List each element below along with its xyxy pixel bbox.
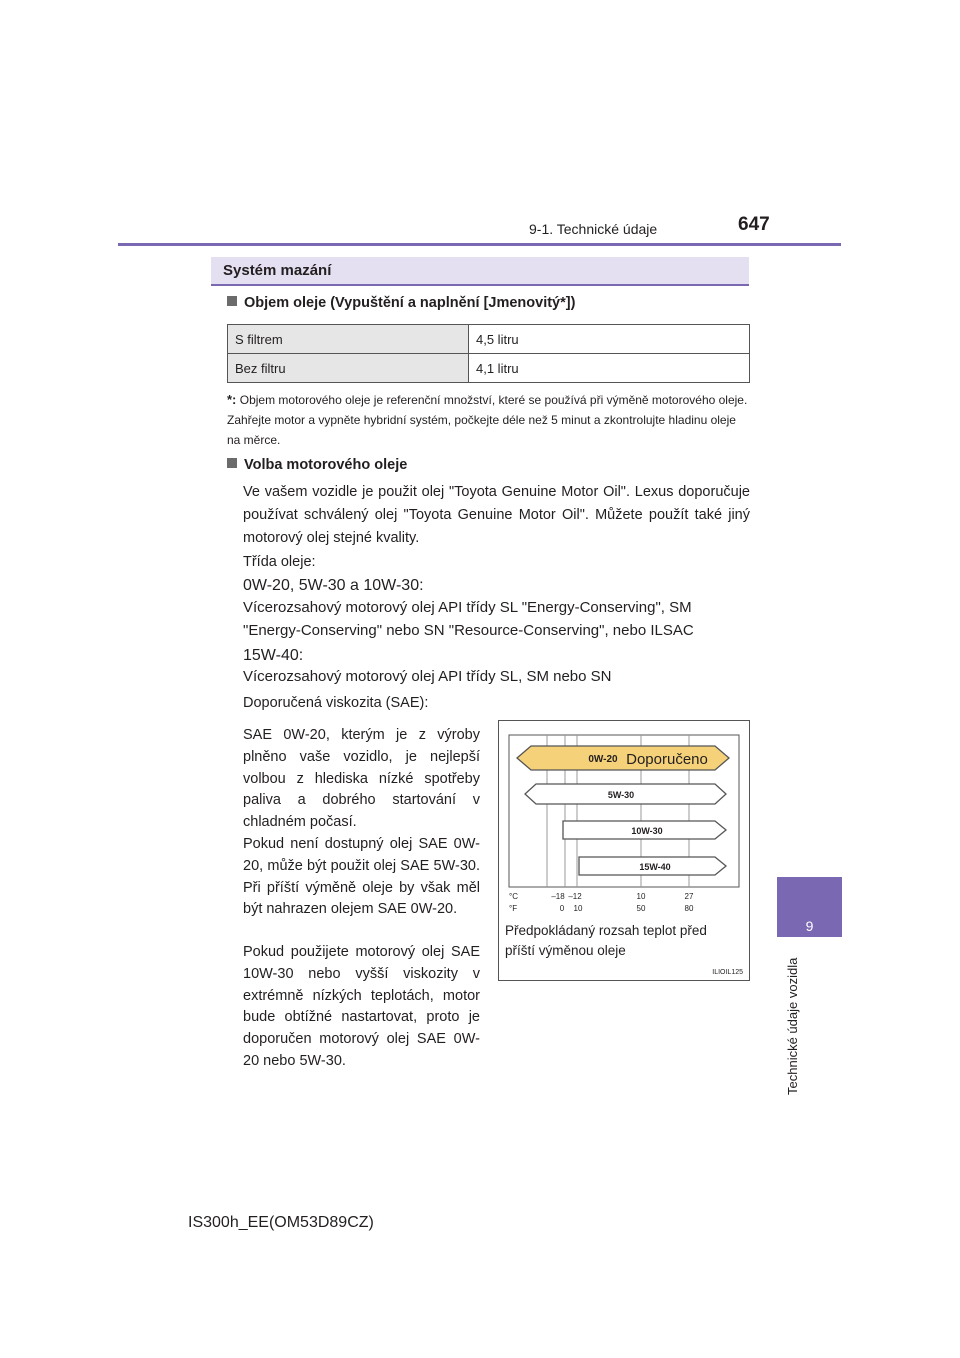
viscosity-text-2: Pokud není dostupný olej SAE 0W-20, může být použit olej SAE 5W-30. Při příští výměně oleje by však měl být nahrazen olejem SAE 0W-20. [243, 836, 480, 918]
oil-grades-1-desc: Vícerozsahový motorový olej API třídy SL "Energy-Conserving", SM "Energy-Conserving" nebo SN "Resource-Conserving", nebo ILSAC [243, 599, 694, 639]
page-number: 647 [738, 214, 770, 235]
unit-celsius: °C [509, 892, 518, 901]
viscosity-text-1: SAE 0W-20, kterým je z výroby plněno vaše vozidlo, je nejlepší volbou z hlediska nízké spotřeby paliva a dobrého startování v chladném počasí. [243, 727, 480, 831]
oil-grades-2-desc: Vícerozsahový motorový olej API třídy SL, SM nebo SN [243, 668, 612, 685]
oil-capacity-heading [227, 295, 575, 311]
tick-c: 10 [636, 892, 646, 901]
header-rule [118, 243, 841, 246]
unit-fahrenheit: °F [509, 904, 518, 913]
table-row [228, 354, 750, 383]
footnote [227, 390, 752, 450]
figure-caption-wrap [505, 921, 735, 965]
table-cell-label: S filtrem [228, 325, 469, 354]
viscosity-label: Doporučená viskozita (SAE): [243, 695, 429, 711]
table-cell-label: Bez filtru [228, 354, 469, 383]
viscosity-text-3: Pokud použijete motorový olej SAE 10W-30 nebo vyšší viskozity v extrémně nízkých teplotách, motor bude obtížné nastartovat, proto je doporučen motorový olej SAE 0W-20 nebo 5W-30. [243, 944, 480, 1069]
oil-capacity-heading-text: Objem oleje (Vypuštění a naplnění [Jmenovitý*]) [244, 295, 576, 311]
oil-selection-heading-text: Volba motorového oleje [244, 457, 408, 473]
grade-bar-5w30 [525, 784, 726, 804]
grade-bar-0w20 [517, 746, 729, 770]
chapter-number: 9 [805, 918, 814, 934]
table-cell-value: 4,5 litru [469, 325, 750, 354]
temperature-axis [509, 892, 694, 913]
table-row [228, 325, 750, 354]
figure-caption: Předpokládaný rozsah teplot před příští výměnou oleje [505, 923, 707, 958]
footnote-text: Objem motorového oleje je referenční množství, které se používá při výměně motorového oleje. Zahřejte motor a vypněte hybridní systém, počkejte déle než 5 minut a zkontrolujte hladinu oleje na měrce. [227, 393, 748, 447]
chapter-side-label-text: Technické údaje vozidla [785, 957, 800, 1095]
tick-f: 50 [636, 904, 646, 913]
figure-code: ILIOIL125 [712, 969, 743, 976]
tick-f: 0 [559, 904, 565, 913]
oil-class-label: Třída oleje: [243, 554, 316, 570]
viscosity-chart [499, 721, 749, 980]
oil-grades-2: 15W-40: [243, 647, 304, 664]
grade-label-5w30: 5W-30 [607, 790, 635, 800]
section-title: Systém mazání [223, 262, 332, 279]
oil-selection-intro: Ve vašem vozidle je použit olej "Toyota Genuine Motor Oil". Lexus doporučuje používat schválený olej "Toyota Genuine Motor Oil". Můžete použít také jiný motorový olej stejné kvality. [243, 484, 750, 546]
recommended-label: Doporučeno [626, 751, 708, 768]
chapter-side-label [783, 940, 803, 1100]
chapter-tab [777, 877, 842, 937]
tick-f: 80 [684, 904, 694, 913]
section-title-bar [211, 257, 749, 286]
bullet-square-icon [227, 296, 237, 306]
oil-selection-heading [227, 457, 407, 473]
grade-label-10w30: 10W-30 [631, 826, 663, 836]
oil-grades-1: 0W-20, 5W-30 a 10W-30: [243, 577, 424, 594]
tick-c: 27 [684, 892, 694, 901]
tick-c: –18 [551, 892, 565, 901]
footnote-marker: *: [227, 392, 237, 407]
grade-label-0w20: 0W-20 [588, 754, 618, 765]
table-cell-value: 4,1 litru [469, 354, 750, 383]
bullet-square-icon [227, 458, 237, 468]
running-header-section: 9-1. Technické údaje [529, 221, 658, 237]
document-code-footer: IS300h_EE(OM53D89CZ) [188, 1214, 374, 1231]
viscosity-chart-figure [498, 720, 750, 981]
grade-bar-10w30 [563, 821, 726, 839]
tick-c: –12 [568, 892, 582, 901]
grade-bar-15w40 [579, 857, 726, 875]
oil-capacity-table [227, 324, 750, 383]
grade-label-15w40: 15W-40 [639, 862, 671, 872]
tick-f: 10 [573, 904, 583, 913]
